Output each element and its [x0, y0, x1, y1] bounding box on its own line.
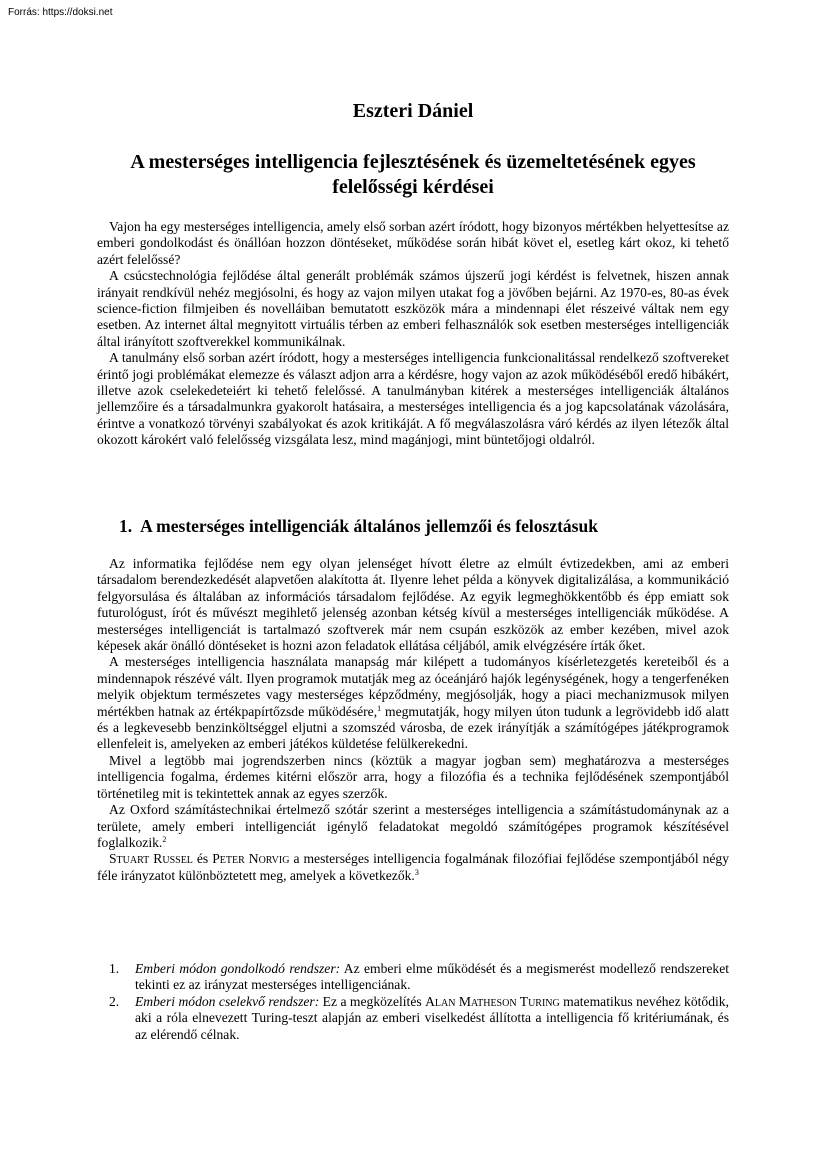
- section-number: 1.: [119, 516, 133, 536]
- paragraph-text: a mesterséges intelligencia fogalmának filozófiai fejlődése szempontjából négy féle irányzatot különböztetett meg, amelyek a következők.: [97, 851, 730, 883]
- author-name-norvig: Peter Norvig: [212, 851, 290, 867]
- section-heading: [119, 516, 598, 537]
- intro-paragraph-3: A tanulmány első sorban azért íródott, hogy a mesterséges intelligencia funkcionalitással rendelkező szoftvereket érintő jogi problémákat elemezze és választ adjon arra a kérdésre, hogy vajon az azok működéséből eredő hibákért, illetve azok cselekedeteiért ki tehető felelőssé. A tanulmányban kitérek a mesterséges intelligenciák általános jellemzőire és a társadalmunkra gyakorolt hatásaira, a mesterséges intelligencia és a jog kapcsolatának vázolására, érintve a vonatkozó törvényi szabályokat és azok kritikáját. A fő megválaszolásra váró kérdés az ilyen létezők által okozott károkért való felelősség vizsgálata lesz, mind magánjogi, mint büntetőjogi oldalról.: [97, 350, 729, 448]
- turing-name: Alan Matheson Turing: [425, 993, 560, 1009]
- list-number: 1.: [109, 961, 120, 976]
- section-1-body: [97, 556, 729, 884]
- paragraph-text: és: [192, 851, 213, 867]
- list-item: [97, 994, 729, 1043]
- author-name: Eszteri Dániel: [352, 100, 474, 122]
- section-paragraph-1: Az informatika fejlődése nem egy olyan jelenséget hívott életre az elmúlt évtizedekben, ami az emberi társadalom berendezkedését alapvetően alakította át. Ilyenre lehet példa a könyvek digitalizálása, a kommunikáció felgyorsulása és általában az információs társadalom fejlődése. Az egyik legmeghökkentőbb és épp emiatt sok futurológust, írót és művészt megihlető jelenség azonban kétség kívül a mesterséges intelligenciák működése. A mesterséges intelligenciát is tartalmazó szoftverek már nem csupán eszközök az ember kezében, mivel azok képesek akár önálló döntéseket is hozni azon feladatok ellátása céljából, amik elvégzésére írták őket.: [97, 556, 729, 654]
- list-term: Emberi módon cselekvő rendszer:: [135, 993, 320, 1009]
- list-item: [97, 961, 729, 994]
- section-paragraph-5: [97, 851, 729, 884]
- list-number: 2.: [109, 993, 120, 1009]
- list-text: Az emberi elme működését és a megismerést modellező rendszereket tekinti ez az irányzat mesterséges intelligenciának.: [135, 961, 730, 993]
- section-paragraph-4: [97, 802, 729, 851]
- footnote-ref-1[interactable]: 1: [377, 703, 382, 713]
- section-paragraph-2: [97, 654, 729, 752]
- footnote-ref-2[interactable]: 2: [162, 834, 167, 844]
- intro-paragraph-2: A csúcstechnológia fejlődése által generált problémák számos újszerű jogi kérdést is felvetnek, hiszen annak irányait rendkívül nehéz megjósolni, és hogy az vajon milyen utakat fog a jövőben bejárni. Az 1970-es, 80-as évek science-fiction filmjeiben és novelláiban bemutatott eszközök mára a mindennapi élet részeivé váltak nem egy esetben. Az internet által megnyitott virtuális térben az emberi felhasználók sok esetben mesterséges intelligenciák által irányított szoftverekkel kommunikálnak.: [97, 268, 729, 349]
- approach-list: [97, 961, 729, 1043]
- list-text: matematikus nevéhez kötődik, aki a róla elnevezett Turing-teszt alapján az emberi viselkedést állította a intelligencia fő kritériumának, és az elérendő célnak.: [135, 993, 729, 1042]
- intro-section: [97, 219, 729, 449]
- paragraph-text: A mesterséges intelligencia használata manapság már kilépett a tudományos kísérletezgetés kereteiből és a mindennapok részévé vált. Ilyen programok mutatják meg az óceánjáró hajók legénységének, hogy a tengerfenéken melyik objektum természetes vagy mesterséges képződmény, megjósolják, hogy a piaci mechanizmusok milyen mértékben hatnak az értékpapírtőzsde működésére,: [97, 654, 729, 719]
- document-title: A mesterséges intelligencia fejlesztésének és üzemeltetésének egyes felelősségi kérdései: [130, 151, 696, 198]
- section-title: A mesterséges intelligenciák általános jellemzői és felosztásuk: [140, 516, 598, 536]
- paragraph-text: Az Oxford számítástechnikai értelmező szótár szerint a mesterséges intelligencia a számítástudománynak az a területe, amely emberi intelligenciát igénylő feladatokat megoldó számítógépes programok készítésével foglalkozik.: [97, 802, 729, 850]
- source-label: Forrás: https://doksi.net: [8, 7, 113, 18]
- author-name-russel: Stuart Russel: [109, 851, 193, 867]
- footnote-ref-3[interactable]: 3: [414, 867, 419, 877]
- intro-paragraph-1: Vajon ha egy mesterséges intelligencia, amely első sorban azért íródott, hogy bizonyos mértékben helyettesítse az emberi gondolkodást és önállóan hozzon döntéseket, működése során hibát követ el, esetleg kárt okoz, ki tehető azért felelőssé?: [97, 219, 729, 267]
- list-term: Emberi módon gondolkodó rendszer:: [135, 961, 341, 976]
- paragraph-text: megmutatják, hogy milyen úton tudunk a legrövidebb idő alatt és a legkevesebb benzinköltséggel eljutni a szomszéd városba, de ezek irányítják a számítógépes játékprogramok ellenfeleit is, amelyeken az emberi játékos küldetése felülkerekedni.: [97, 703, 730, 752]
- section-paragraph-3: Mivel a legtöbb mai jogrendszerben nincs (köztük a magyar jogban sem) meghatározva a mesterséges intelligencia fogalma, érdemes kitérni először arra, hogy a filozófia és a technika fejlődésének szempontjából történetileg mit is tekintettek annak az egyes szerzők.: [97, 752, 729, 801]
- list-text: Ez a megközelítés: [319, 993, 426, 1009]
